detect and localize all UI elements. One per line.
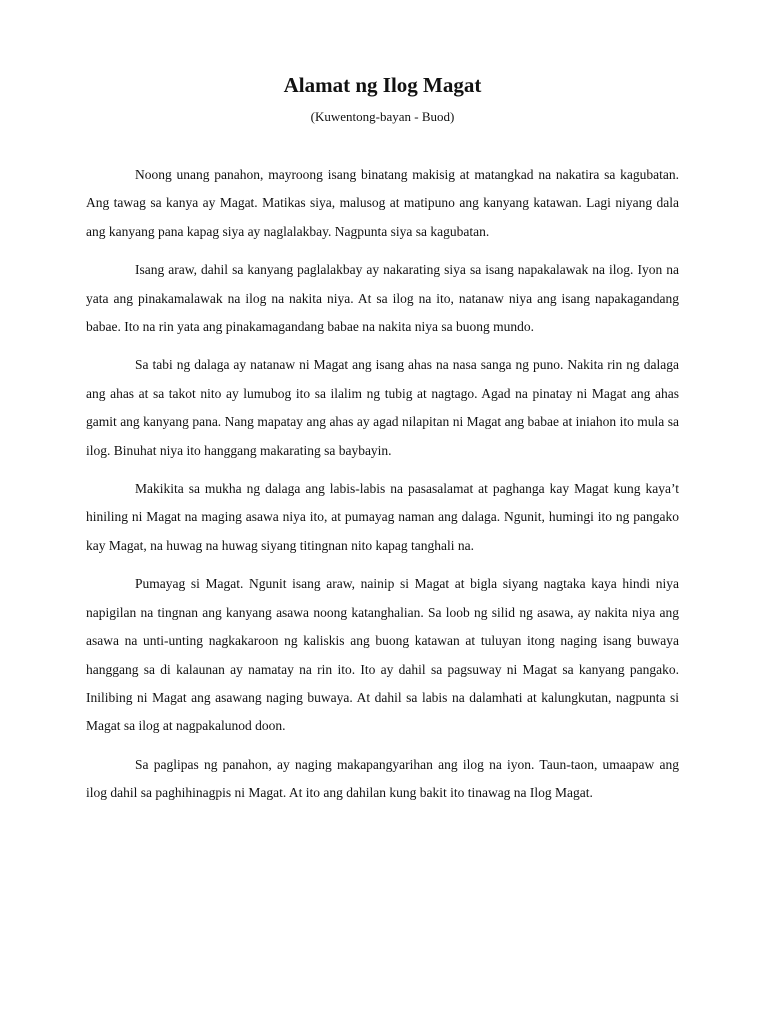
- paragraph-4: Makikita sa mukha ng dalaga ang labis-labis na pasasalamat at paghanga kay Magat kung kaya’t hiniling ni Magat na maging asawa niya ito, at pumayag naman ang dalaga. Ngunit, humingi ito ng pangako kay Magat, na huwag na huwag siyang titingnan nito kapag tanghali na.: [86, 481, 679, 553]
- paragraph-6: Sa paglipas ng panahon, ay naging makapangyarihan ang ilog na iyon. Taun-taon, umaapaw ang ilog dahil sa paghihinagpis ni Magat. At ito ang dahilan kung bakit ito tinawag na Ilog Magat.: [86, 756, 679, 801]
- document-page: [86, 70, 679, 818]
- paragraph-5: Pumayag si Magat. Ngunit isang araw, nainip si Magat at bigla siyang nagtaka kaya hindi niya napigilan na tingnan ang kanyang asawa noong katanghalian. Sa loob ng silid ng asawa, ay nakita niya ang asawa na unti-unting nagkakaroon ng kaliskis ang buong katawan at tuluyan itong naging isang buwaya hanggang sa di kalaunan ay namatay na rin ito. Ito ay dahil sa pagsuway ni Magat sa kanyang pangako. Inilibing ni Magat ang asawang naging buwaya. At dahil sa labis na dalamhati at kalungkutan, nagpunta si Magat sa ilog at nagpakalunod doon.: [86, 576, 679, 734]
- paragraph-1: Noong unang panahon, mayroong isang binatang makisig at matangkad na nakatira sa kagubatan. Ang tawag sa kanya ay Magat. Matikas siya, malusog at matipuno ang kanyang katawan. Lagi niyang dala ang kanyang pana kapag siya ay naglalakbay. Nagpunta siya sa kagubatan.: [86, 167, 679, 239]
- document-body: [86, 161, 679, 808]
- paragraph-3: Sa tabi ng dalaga ay natanaw ni Magat ang isang ahas na nasa sanga ng puno. Nakita rin ng dalaga ang ahas at sa takot nito ay lumubog ito sa ilalim ng tubig at nagtago. Agad na pinatay ni Magat ang ahas gamit ang kanyang pana. Nang mapatay ang ahas ay agad nilapitan ni Magat ang babae at iniahon ito mula sa ilog. Binuhat niya ito hanggang makarating sa baybayin.: [86, 357, 679, 458]
- paragraph-2: Isang araw, dahil sa kanyang paglalakbay ay nakarating siya sa isang napakalawak na ilog. Iyon na yata ang pinakamalawak na ilog na nakita niya. At sa ilog na ito, natanaw niya ang isang napakagandang babae. Ito na rin yata ang pinakamagandang babae na nakita niya sa buong mundo.: [86, 262, 679, 335]
- document-title: Alamat ng Ilog Magat: [283, 73, 482, 97]
- document-subtitle: (Kuwentong-bayan - Buod): [310, 109, 455, 124]
